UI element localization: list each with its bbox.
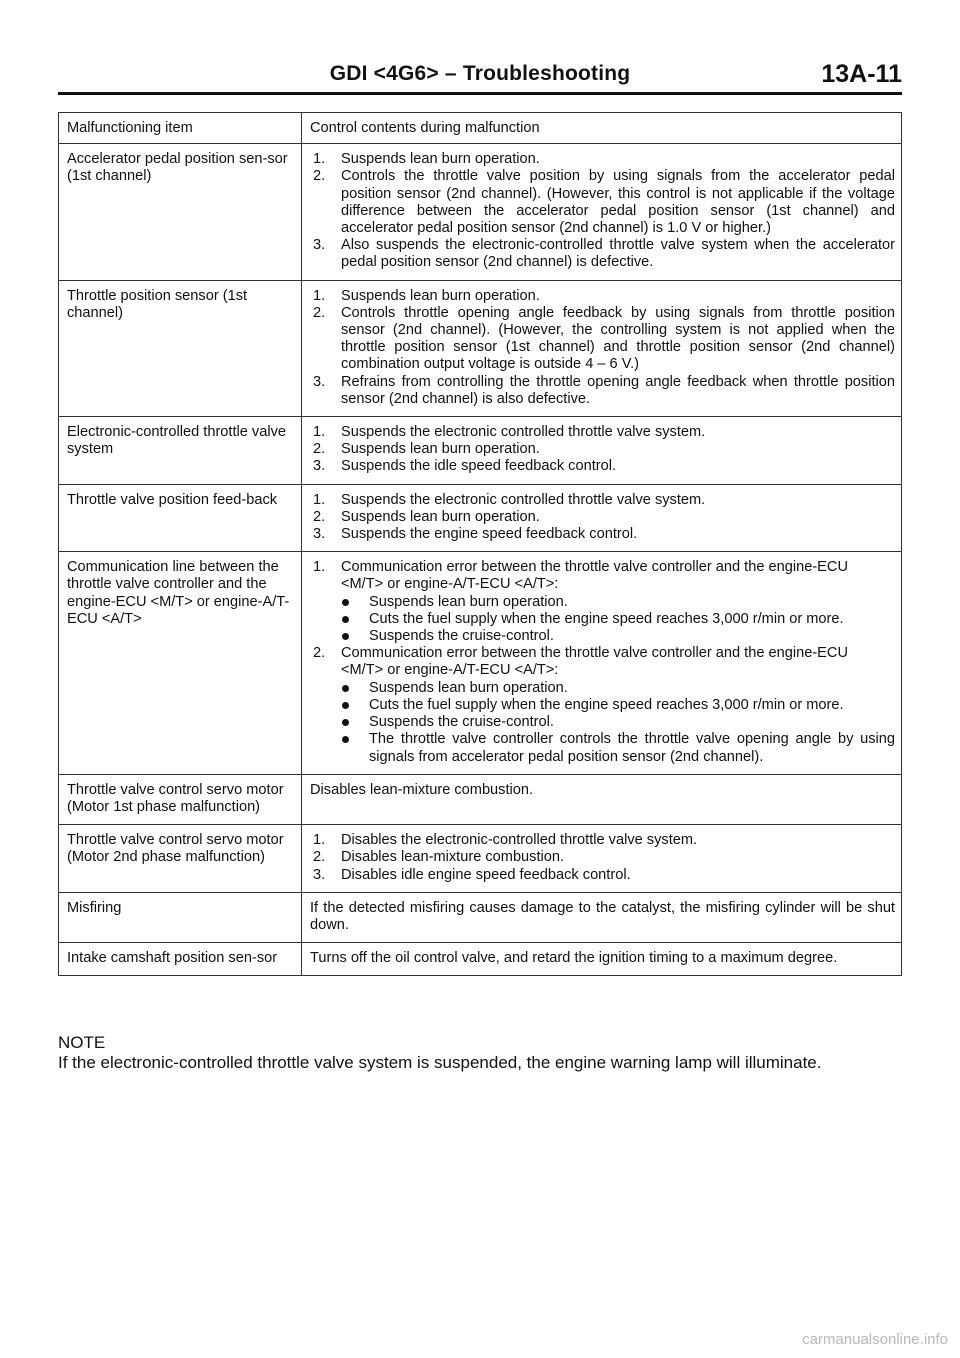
step-item: 2. Suspends lean burn operation. bbox=[313, 441, 540, 458]
bullet-item: Cuts the fuel supply when the engine speed reaches 3,000 r/min or more. bbox=[310, 697, 895, 714]
bullet-item: Suspends lean burn operation. bbox=[310, 594, 895, 611]
table-header-row bbox=[59, 113, 902, 144]
row-contents: Turns off the oil control valve, and retard the ignition timing to a maximum degree. bbox=[302, 943, 902, 976]
note-label: NOTE bbox=[58, 1033, 106, 1052]
bullet-list bbox=[310, 594, 895, 646]
bullet-item: Suspends lean burn operation. bbox=[310, 680, 895, 697]
row-item-label: Misfiring bbox=[59, 892, 302, 942]
step-list bbox=[310, 492, 895, 544]
bullet-item: Suspends the cruise-control. bbox=[310, 714, 895, 731]
step-list bbox=[310, 559, 895, 593]
page-header bbox=[58, 60, 902, 92]
bullet-item: Suspends the cruise-control. bbox=[310, 628, 895, 645]
step-list bbox=[310, 288, 895, 408]
bullet-dot-icon bbox=[342, 599, 349, 606]
step-item: 3. Suspends the idle speed feedback control. bbox=[313, 458, 617, 475]
row-contents bbox=[302, 144, 902, 280]
step-item: 2. Communication error between the throttle valve controller and the engine-ECU <M/T> or engine-A/T-ECU <A/T>: bbox=[313, 645, 848, 679]
step-item: 2. Suspends lean burn operation. bbox=[313, 508, 540, 525]
step-item: 3. Refrains from controlling the throttle opening angle feedback when throttle position sensor (2nd channel) is also defective. bbox=[313, 373, 895, 407]
step-list bbox=[310, 832, 895, 884]
row-item-label: Throttle valve control servo motor (Motor 2nd phase malfunction) bbox=[59, 825, 302, 893]
table-row bbox=[59, 774, 902, 824]
bullet-item: Cuts the fuel supply when the engine speed reaches 3,000 r/min or more. bbox=[310, 611, 895, 628]
header-rule bbox=[58, 92, 902, 95]
table-row bbox=[59, 552, 902, 774]
step-item: 2. Controls throttle opening angle feedback by using signals from throttle position sensor (2nd channel). (However, the controlling system is not applied when the throttle position sensor (1st channel) and throttle position sensor (2nd channel) combination output voltage is outside 4 – 6 V.) bbox=[313, 304, 895, 373]
step-item: 1. Disables the electronic-controlled throttle valve system. bbox=[313, 832, 698, 849]
row-item-label: Communication line between the throttle valve controller and the engine-ECU <M/T> or engine-A/T-ECU <A/T> bbox=[59, 552, 302, 774]
bullet-list bbox=[310, 680, 895, 766]
step-item: 2. Controls the throttle valve position by using signals from the accelerator pedal position sensor (2nd channel). (However, this control is not applicable if the voltage difference between the accelerator pedal position sensor (1st channel) and accelerator pedal position sensor (2nd channel) is 1.0 V or higher.) bbox=[313, 168, 895, 237]
row-contents bbox=[302, 417, 902, 485]
row-contents bbox=[302, 484, 902, 552]
bullet-dot-icon bbox=[342, 736, 349, 743]
row-contents bbox=[302, 825, 902, 893]
note-section bbox=[58, 1033, 902, 1073]
step-list bbox=[310, 151, 895, 271]
note-text: If the electronic-controlled throttle valve system is suspended, the engine warning lamp will illuminate. bbox=[58, 1053, 822, 1072]
table-row bbox=[59, 484, 902, 552]
step-item: 1. Communication error between the throttle valve controller and the engine-ECU <M/T> or engine-A/T-ECU <A/T>: bbox=[313, 559, 848, 593]
step-item: 3. Suspends the engine speed feedback control. bbox=[313, 526, 638, 543]
bullet-dot-icon bbox=[342, 616, 349, 623]
step-item: 1. Suspends lean burn operation. bbox=[313, 287, 540, 304]
step-list bbox=[310, 645, 895, 679]
table-row bbox=[59, 943, 902, 976]
table-row bbox=[59, 144, 902, 280]
page-number: 13A-11 bbox=[821, 60, 902, 88]
header-control-contents: Control contents during malfunction bbox=[302, 113, 902, 144]
row-item-label: Throttle valve position feed-back bbox=[59, 484, 302, 552]
bullet-dot-icon bbox=[342, 719, 349, 726]
row-item-label: Electronic-controlled throttle valve system bbox=[59, 417, 302, 485]
step-list bbox=[310, 424, 895, 476]
row-contents bbox=[302, 280, 902, 416]
row-contents: Disables lean-mixture combustion. bbox=[302, 774, 902, 824]
row-contents: If the detected misfiring causes damage to the catalyst, the misfiring cylinder will be shut down. bbox=[302, 892, 902, 942]
step-item: 1. Suspends the electronic controlled throttle valve system. bbox=[313, 491, 706, 508]
bullet-dot-icon bbox=[342, 633, 349, 640]
step-item: 2. Disables lean-mixture combustion. bbox=[313, 849, 565, 866]
row-item-label: Throttle position sensor (1st channel) bbox=[59, 280, 302, 416]
table-row bbox=[59, 417, 902, 485]
page-title: GDI <4G6> – Troubleshooting bbox=[329, 62, 631, 85]
row-item-label: Throttle valve control servo motor (Motor 1st phase malfunction) bbox=[59, 774, 302, 824]
header-malfunctioning-item: Malfunctioning item bbox=[59, 113, 302, 144]
row-item-label: Intake camshaft position sen-sor bbox=[59, 943, 302, 976]
bullet-dot-icon bbox=[342, 702, 349, 709]
row-contents bbox=[302, 552, 902, 774]
malfunction-table bbox=[58, 112, 902, 976]
step-item: 3. Also suspends the electronic-controlled throttle valve system when the accelerator pedal position sensor (2nd channel) is defective. bbox=[313, 237, 895, 271]
table-row bbox=[59, 892, 902, 942]
bullet-item: The throttle valve controller controls the throttle valve opening angle by using signals from accelerator pedal position sensor (2nd channel). bbox=[310, 731, 895, 765]
step-item: 3. Disables idle engine speed feedback control. bbox=[313, 866, 631, 883]
table-row bbox=[59, 825, 902, 893]
table-row bbox=[59, 280, 902, 416]
step-item: 1. Suspends the electronic controlled throttle valve system. bbox=[313, 424, 706, 441]
step-item: 1. Suspends lean burn operation. bbox=[313, 151, 540, 168]
bullet-dot-icon bbox=[342, 685, 349, 692]
row-item-label: Accelerator pedal position sen-sor (1st channel) bbox=[59, 144, 302, 280]
watermark-text: carmanualsonline.info bbox=[802, 1331, 948, 1348]
